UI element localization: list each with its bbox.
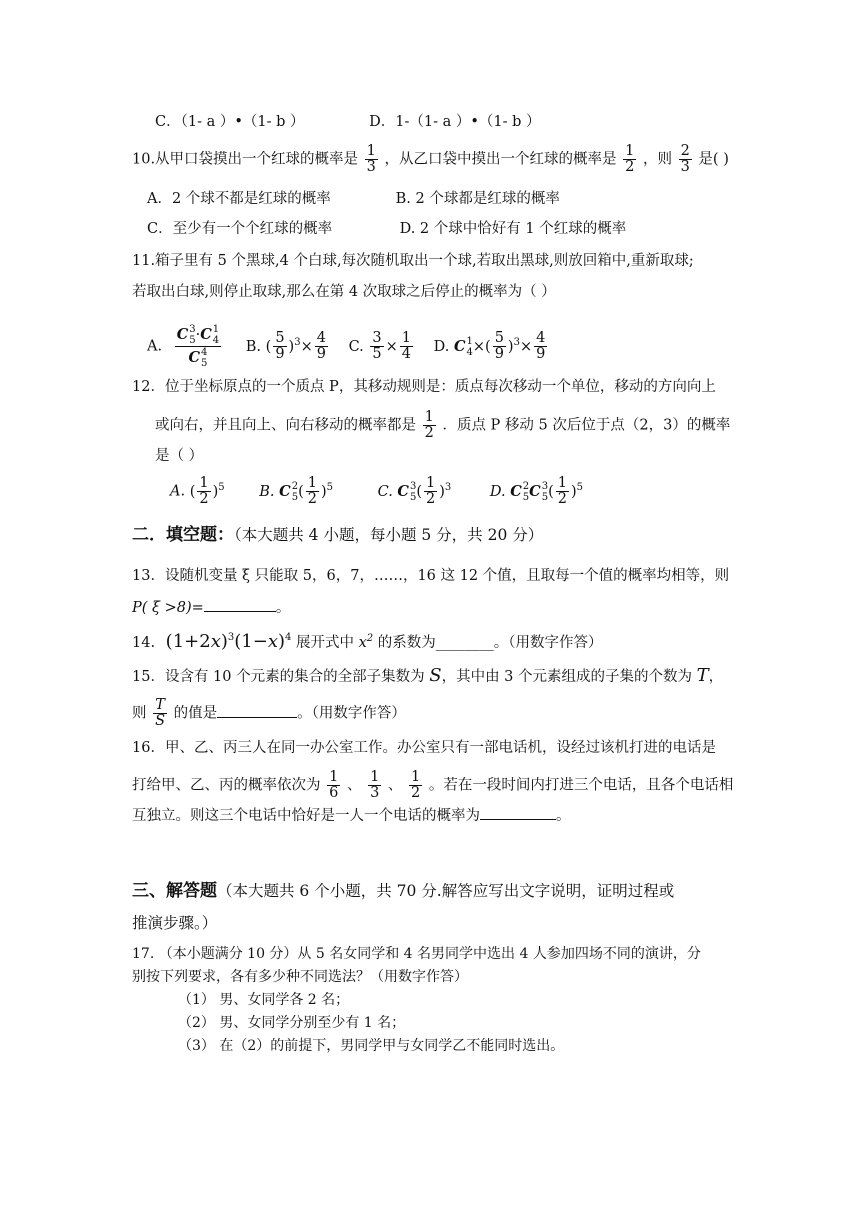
q15-answer-blank[interactable] [217, 717, 297, 718]
section-3-note: （本大题共 6 个小题，共 70 分.解答应写出文字说明，证明过程或 [217, 882, 675, 900]
q11-options [147, 324, 549, 369]
section-2-note: （本大题共 4 小题，每小题 5 分，共 20 分） [234, 526, 544, 544]
q10-text-4: 是( ) [698, 151, 729, 168]
q11-line-2: 若取出白球,则停止取球,那么在第 4 次取球之后停止的概率为（ ） [132, 284, 556, 300]
q12-option-b-expr: C 2 5 ( $\frac{1}{2}$ )$^5$ [279, 475, 334, 508]
q12-line-1: 12．位于坐标原点的一个质点 P，其移动规则是：质点每次移动一个单位，移动的方向向上 [132, 379, 716, 395]
q16-sep-1: 、 [346, 777, 362, 794]
q15-text-2a: 则 [132, 705, 147, 722]
q10-option-a: A．2 个球不都是红球的概率 [147, 191, 331, 207]
q12-fraction-1-2: $\frac{1}{2}$ [424, 409, 434, 442]
q12-options [170, 476, 583, 507]
q12-option-c-label: C. [377, 483, 393, 500]
q16-fraction-1-3: $\frac{1}{3}$ [370, 769, 380, 802]
q16-line-2 [132, 770, 733, 801]
q16-end: 。 [556, 808, 571, 824]
q11-line-1: 11.箱子里有 5 个黑球,4 个白球,每次随机取出一个球,若取出黑球,则放回箱中,重新取球; [132, 253, 694, 269]
q15-text-1b: ，其中由 3 个元素组成的子集的个数为 [441, 669, 693, 685]
q14-label: 14. [132, 635, 156, 651]
q13-expr: P( ξ >8)= [132, 600, 204, 616]
q12-line-2 [155, 410, 730, 441]
q14-x-squared: $x^2$ [358, 633, 374, 651]
section-3-heading [132, 879, 674, 903]
q17-item-2: （2） 男、女同学分别至少有 1 名； [178, 1015, 406, 1031]
q9-option-d: D．1-（1- a ）•（1- b ） [369, 114, 541, 130]
q16-line-1: 16．甲、乙、丙三人在同一办公室工作。办公室只有一部电话机，设经过该机打进的电话是 [132, 740, 716, 756]
q16-sep-2: 、 [387, 777, 403, 794]
q10-option-b: B. 2 个球都是红球的概率 [395, 191, 560, 207]
q16-text-3: 互独立。则这三个电话中恰好是一人一个电话的概率为 [132, 808, 480, 824]
q16-fraction-1-6: $\frac{1}{6}$ [329, 769, 339, 802]
q10-text-1: 10.从甲口袋摸出一个红球的概率是 [132, 151, 359, 168]
q11-option-a-label: A. [147, 338, 163, 355]
q9-options [155, 112, 541, 132]
q10-text-3: ，则 [642, 151, 672, 168]
q14-line [132, 632, 603, 653]
q17-item-1: （1） 男、女同学各 2 名； [178, 992, 350, 1008]
q10-options-row2 [147, 219, 626, 239]
q16-answer-blank[interactable] [480, 819, 556, 820]
q13-line-1: 13．设随机变量 ξ 只能取 5，6，7，……，16 这 12 个值，且取每一个值的概率均相等，则 [132, 568, 730, 584]
q12-text-2b: ．质点 P 移动 5 次后位于点（2，3）的概率 [442, 417, 731, 434]
q10-text-2: ，从乙口袋中摸出一个红球的概率是 [384, 151, 617, 168]
q12-option-b-label: B. [259, 483, 275, 500]
q17-line-1: 17. （本小题满分 10 分）从 5 名女同学和 4 名男同学中选出 4 人参加四场不同的演讲，分 [132, 946, 701, 962]
q15-fraction-t-s: $\frac{T}{S}$ [155, 697, 166, 730]
section-3-note-2: 推演步骤。） [132, 914, 218, 932]
q10-options-row1 [147, 189, 560, 209]
q11-option-a-expr: C 3 5 ·C 1 4 C 4 5 [176, 324, 220, 369]
q11-option-d-label: D. [433, 338, 450, 355]
q10-option-d: D. 2 个球中恰好有 1 个红球的概率 [399, 221, 627, 237]
q15-text-2b: 的值是 [173, 705, 218, 722]
q17-item-3: （3） 在（2）的前提下，男同学甲与女同学乙不能同时选出。 [178, 1038, 565, 1054]
q14-expression: $(1+2x)^3(1-x)^4$ [165, 631, 292, 652]
q12-option-d-label: D. [489, 483, 506, 500]
q16-line-3 [132, 806, 571, 826]
section-2-title: 二．填空题： [132, 525, 234, 545]
q11-option-d-expr: C 1 4 ×( $\frac{5}{9}$ )$^3$× $\frac{4}{9}$ [453, 329, 546, 362]
q15-line-2 [132, 698, 406, 729]
q13-end: 。 [275, 600, 291, 616]
q15-text-1c: ， [708, 669, 724, 685]
q10-fraction-1-2: $\frac{1}{2}$ [625, 143, 635, 176]
q9-option-c: C．（1- a ）•（1- b ） [155, 114, 305, 130]
q12-option-d-expr: C 2 5 C 3 5 ( $\frac{1}{2}$ )$^5$ [510, 475, 584, 508]
section-2-heading [132, 523, 543, 547]
q12-line-3: 是（ ） [155, 448, 204, 464]
q16-text-2d: 。若在一段时间内打进三个电话，且各个电话相 [428, 777, 734, 794]
q11-option-c-label: C. [348, 338, 364, 355]
section-3-heading-line-2 [132, 911, 217, 935]
q10-stem [132, 144, 729, 175]
q11-option-b-expr: ( $\frac{5}{9}$ )$^3$× $\frac{4}{9}$ [265, 329, 326, 362]
section-3-title: 三、解答题 [132, 881, 217, 901]
q11-option-c-expr: $\frac{3}{5}$ × $\frac{1}{4}$ [372, 329, 412, 362]
q13-answer-blank[interactable] [204, 611, 276, 612]
q15-symbol-t: T [696, 665, 709, 686]
q13-line-2 [132, 598, 290, 618]
q12-text-2a: 或向右，并且向上、向右移动的概率都是 [155, 417, 416, 434]
q15-text-1: 15．设含有 10 个元素的集合的全部子集数为 [132, 669, 425, 685]
q16-fraction-1-2: $\frac{1}{2}$ [411, 769, 421, 802]
q10-fraction-2-3: $\frac{2}{3}$ [680, 143, 690, 176]
q17-line-2: 别按下列要求，各有多少种不同选法？（用数字作答） [132, 969, 468, 985]
q15-line-1 [132, 666, 723, 687]
q12-option-a-label: A. [170, 483, 186, 500]
q12-option-c-expr: C 3 5 ( $\frac{1}{2}$ )$^3$ [397, 475, 452, 508]
q14-text: 展开式中 [295, 635, 354, 651]
q10-option-c: C．至少有一个个红球的概率 [147, 221, 333, 237]
q11-option-b-label: B. [245, 338, 262, 355]
q10-fraction-1-3: $\frac{1}{3}$ [366, 143, 376, 176]
q14-text-2: 的系数为________。（用数字作答） [377, 635, 603, 651]
q12-option-a-expr: ( $\frac{1}{2}$ )$^5$ [189, 475, 225, 508]
q16-text-2a: 打给甲、乙、丙的概率依次为 [132, 777, 321, 794]
q15-symbol-s: S [429, 665, 442, 686]
q15-text-2c: 。（用数字作答） [297, 705, 406, 722]
